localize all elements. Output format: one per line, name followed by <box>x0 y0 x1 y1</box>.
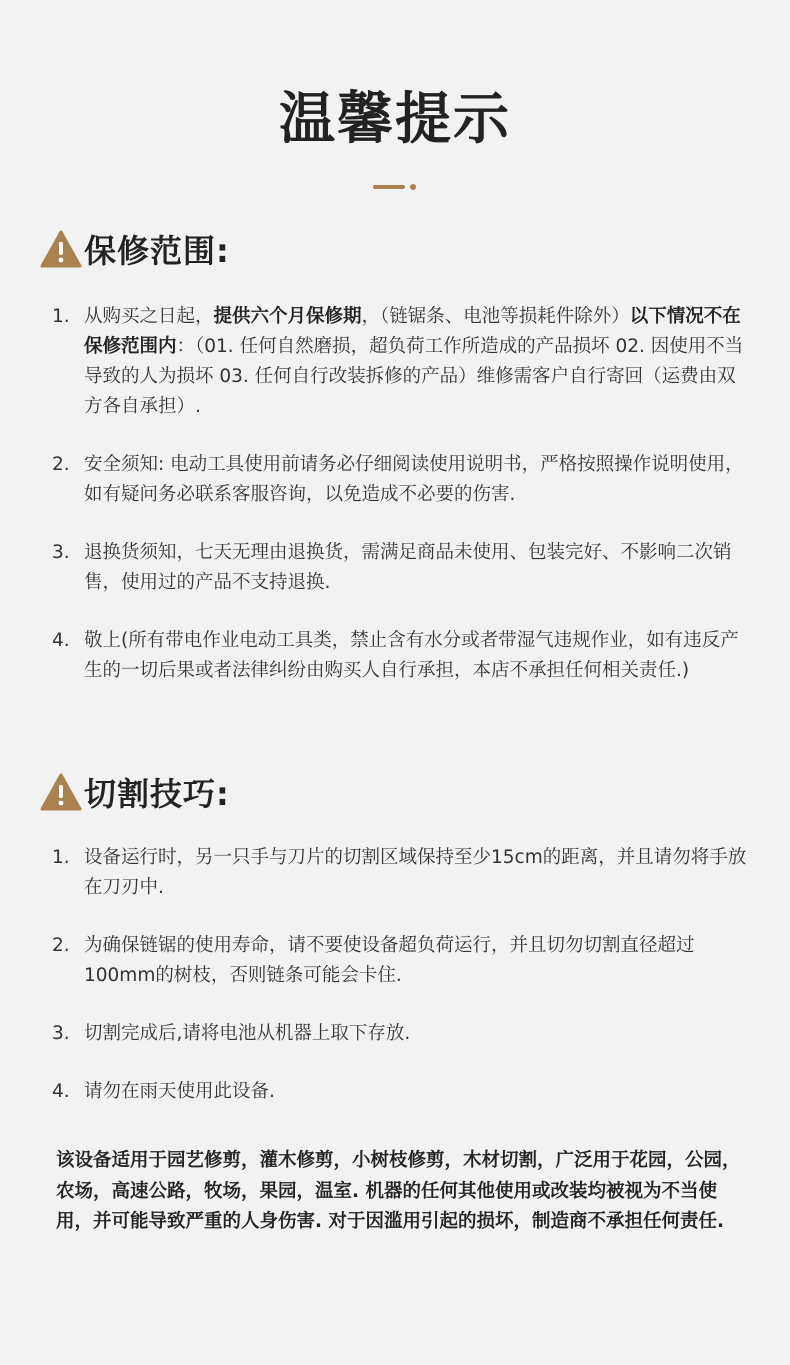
item-number: 1. <box>52 306 70 327</box>
warning-icon <box>40 773 82 811</box>
list-item <box>52 626 752 686</box>
item-text: ，（链锯条、电池等损耗件除外） <box>361 306 630 327</box>
item-bold-text: 提供六个月保修期 <box>213 306 362 327</box>
title-divider <box>373 183 423 191</box>
divider-bar <box>373 185 405 189</box>
list-item <box>52 450 752 510</box>
divider-dot <box>410 184 416 190</box>
item-number: 4. <box>52 1081 70 1102</box>
item-text: ：（01. 任何自然磨损，超负荷工作所造成的产品损坏 02. 因使用不当导致的人为损坏 03. 任何自行改装拆修的产品）维修需客户自行寄回（运费由双方各自承担）. <box>84 336 744 417</box>
warranty-heading-text: 保修范围: <box>84 232 230 270</box>
list-item <box>52 538 752 598</box>
item-text: 请勿在雨天使用此设备. <box>84 1081 275 1102</box>
item-text: 为确保链锯的使用寿命，请不要使设备超负荷运行，并且切勿切割直径超过100mm的树枝，否则链条可能会卡住. <box>84 935 695 986</box>
item-text: 设备运行时，另一只手与刀片的切割区域保持至少15cm的距离，并且请勿将手放在刀刃中. <box>84 847 747 898</box>
list-item <box>52 302 752 422</box>
item-number: 1. <box>52 847 70 868</box>
item-text: 从购买之日起， <box>84 306 214 327</box>
cutting-heading-text: 切割技巧: <box>84 775 230 813</box>
warning-icon <box>40 230 82 268</box>
item-number: 3. <box>52 542 70 563</box>
item-number: 2. <box>52 935 70 956</box>
item-text: 切割完成后,请将电池从机器上取下存放. <box>84 1023 411 1044</box>
cutting-heading <box>40 770 230 814</box>
warranty-list <box>52 302 752 714</box>
item-text: 安全须知: 电动工具使用前请务必仔细阅读使用说明书，严格按照操作说明使用，如有疑问务必联系客服咨询，以免造成不必要的伤害. <box>84 454 744 505</box>
page-title: 温馨提示 <box>279 87 511 152</box>
item-number: 3. <box>52 1023 70 1044</box>
list-item <box>52 843 752 903</box>
item-text: 敬上(所有带电作业电动工具类，禁止含有水分或者带湿气违规作业，如有违反产生的一切后果或者法律纠纷由购买人自行承担，本店不承担任何相关责任.) <box>84 630 739 681</box>
item-number: 4. <box>52 630 70 651</box>
warranty-heading <box>40 227 230 271</box>
cutting-list <box>52 843 752 1135</box>
item-number: 2. <box>52 454 70 475</box>
list-item <box>52 1077 752 1107</box>
item-bold-text: 以下情况不在保修范围内 <box>84 306 741 357</box>
item-text: 退换货须知，七天无理由退换货，需满足商品未使用、包装完好、不影响二次销售，使用过的产品不支持退换. <box>84 542 732 593</box>
disclaimer-text: 该设备适用于园艺修剪，灌木修剪，小树枝修剪，木材切割，广泛用于花园，公园，农场，高速公路，牧场，果园，温室. 机器的任何其他使用或改装均被视为不当使用，并可能导致严重的人身伤害. 对于因滥用引起的损坏，制造商不承担任何责任. <box>56 1150 741 1232</box>
list-item <box>52 931 752 991</box>
list-item <box>52 1019 752 1049</box>
